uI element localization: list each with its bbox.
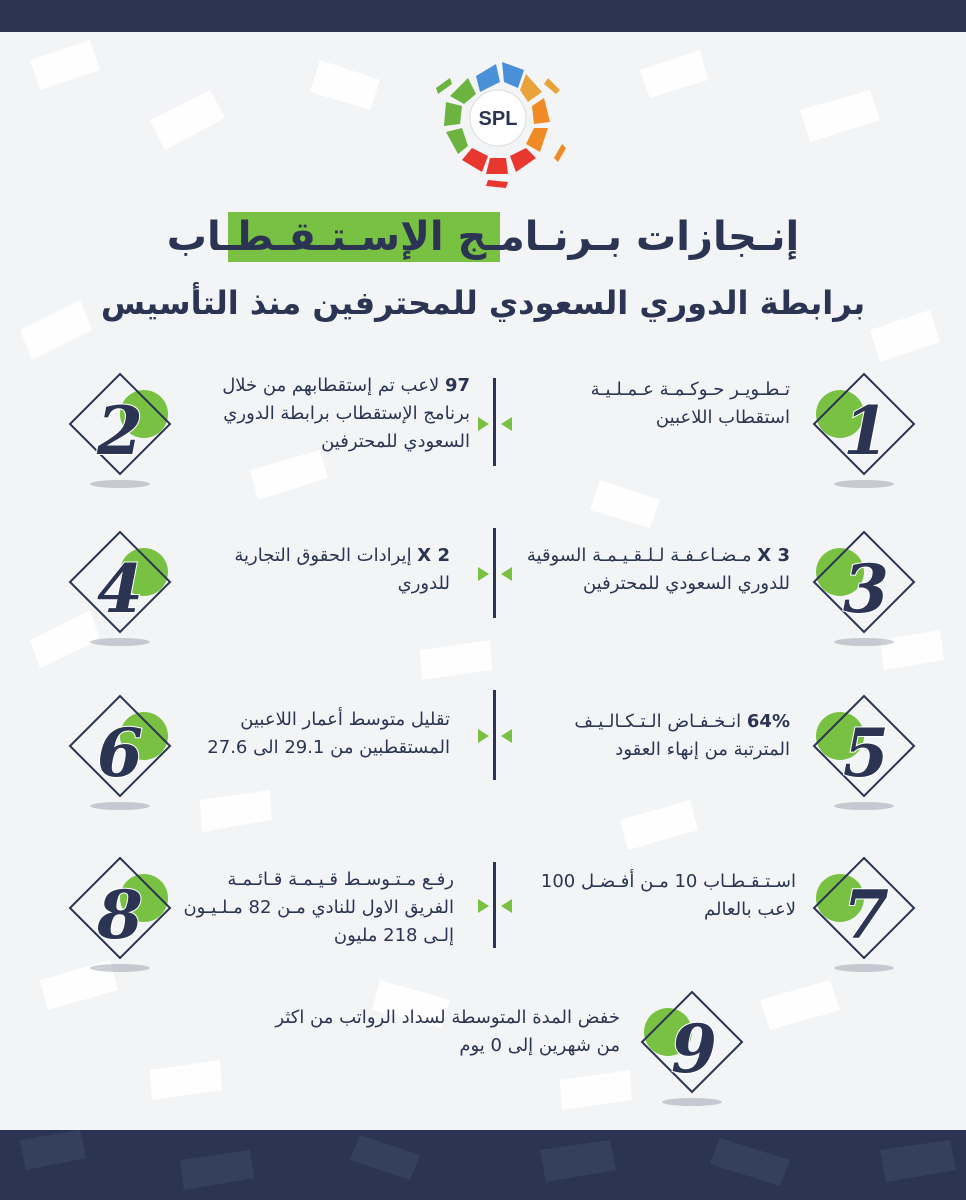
item-7-text bbox=[520, 868, 796, 924]
badge-number: 3 bbox=[843, 550, 889, 628]
number-badge-9 bbox=[624, 982, 754, 1112]
item-1-text bbox=[520, 376, 790, 432]
arrows-icon bbox=[475, 726, 515, 746]
item-8-body: رفـع مـتـوسـط قـيـمـة قـائـمـة الفريق الاول للنادي مـن 82 مـلـيـون إلـى 218 مليون bbox=[183, 869, 454, 946]
logo-text: SPL bbox=[478, 108, 518, 130]
number-badge-2 bbox=[58, 364, 188, 494]
badge-number: 7 bbox=[843, 876, 889, 954]
item-9-text bbox=[250, 1004, 620, 1060]
item-4-value: 2 X bbox=[417, 545, 450, 566]
title-prefix: إنـجازات bbox=[636, 214, 800, 260]
number-badge-3 bbox=[796, 522, 926, 652]
spl-logo bbox=[428, 48, 568, 188]
bottom-bar-pattern bbox=[0, 1130, 966, 1200]
badge-number: 6 bbox=[97, 714, 143, 792]
number-badge-5 bbox=[796, 686, 926, 816]
badge-number: 8 bbox=[97, 876, 143, 954]
number-badge-6 bbox=[58, 686, 188, 816]
badge-number: 4 bbox=[97, 550, 143, 628]
item-3-text bbox=[520, 542, 790, 598]
title-text bbox=[100, 206, 866, 268]
number-badge-1 bbox=[796, 364, 926, 494]
arrows-icon bbox=[475, 414, 515, 434]
number-badge-7 bbox=[796, 848, 926, 978]
arrows-icon bbox=[475, 564, 515, 584]
subtitle: برابطة الدوري السعودي للمحترفين منذ التأسيس bbox=[100, 284, 866, 322]
badge-number: 9 bbox=[671, 1010, 717, 1088]
item-6-body: تقليل متوسط أعمار اللاعبين المستقطبين من 29.1 الى 27.6 bbox=[207, 709, 450, 758]
item-5-value: 64% bbox=[746, 711, 790, 732]
item-4-text bbox=[180, 542, 450, 598]
item-8-text bbox=[180, 866, 454, 950]
badge-number: 1 bbox=[843, 392, 889, 470]
item-4-body: إيرادات الحقوق التجارية للدوري bbox=[234, 545, 450, 594]
main-title bbox=[100, 206, 866, 268]
item-1-body: تـطـويـر حـوكـمـة عـمـلـيـة استقطاب اللاعبين bbox=[590, 379, 790, 428]
arrows-icon bbox=[475, 896, 515, 916]
number-badge-4 bbox=[58, 522, 188, 652]
title-highlight: بـرنـامـج الإسـتـقـطـاب bbox=[166, 214, 623, 260]
top-bar bbox=[0, 0, 966, 32]
badge-number: 2 bbox=[97, 392, 143, 470]
item-2-value: 97 bbox=[444, 375, 470, 396]
item-3-value: 3 X bbox=[757, 545, 790, 566]
item-7-body: اسـتـقـطـاب 10 مـن أفـضـل 100 لاعب بالعالم bbox=[540, 871, 796, 920]
badge-number: 5 bbox=[843, 714, 889, 792]
item-6-text bbox=[180, 706, 450, 762]
bottom-bar bbox=[0, 1130, 966, 1200]
number-badge-8 bbox=[58, 848, 188, 978]
item-5-text bbox=[520, 708, 790, 764]
spl-logo-icon bbox=[428, 48, 568, 188]
item-9-body: خفض المدة المتوسطة لسداد الرواتب من اكثر من شهرين إلى 0 يوم bbox=[275, 1007, 620, 1056]
item-3-body: مـضـاعـفـة لـلـقـيـمـة السوقية للدوري السعودي للمحترفين bbox=[526, 545, 790, 594]
item-2-body: لاعب تم إستقطابهم من خلال برنامج الإستقطاب برابطة الدوري السعودي للمحترفين bbox=[222, 375, 470, 452]
item-5-body: انـخـفـاض الـتـكـالـيـف المترتبة من إنهاء العقود bbox=[574, 711, 790, 760]
item-2-text bbox=[180, 372, 470, 456]
